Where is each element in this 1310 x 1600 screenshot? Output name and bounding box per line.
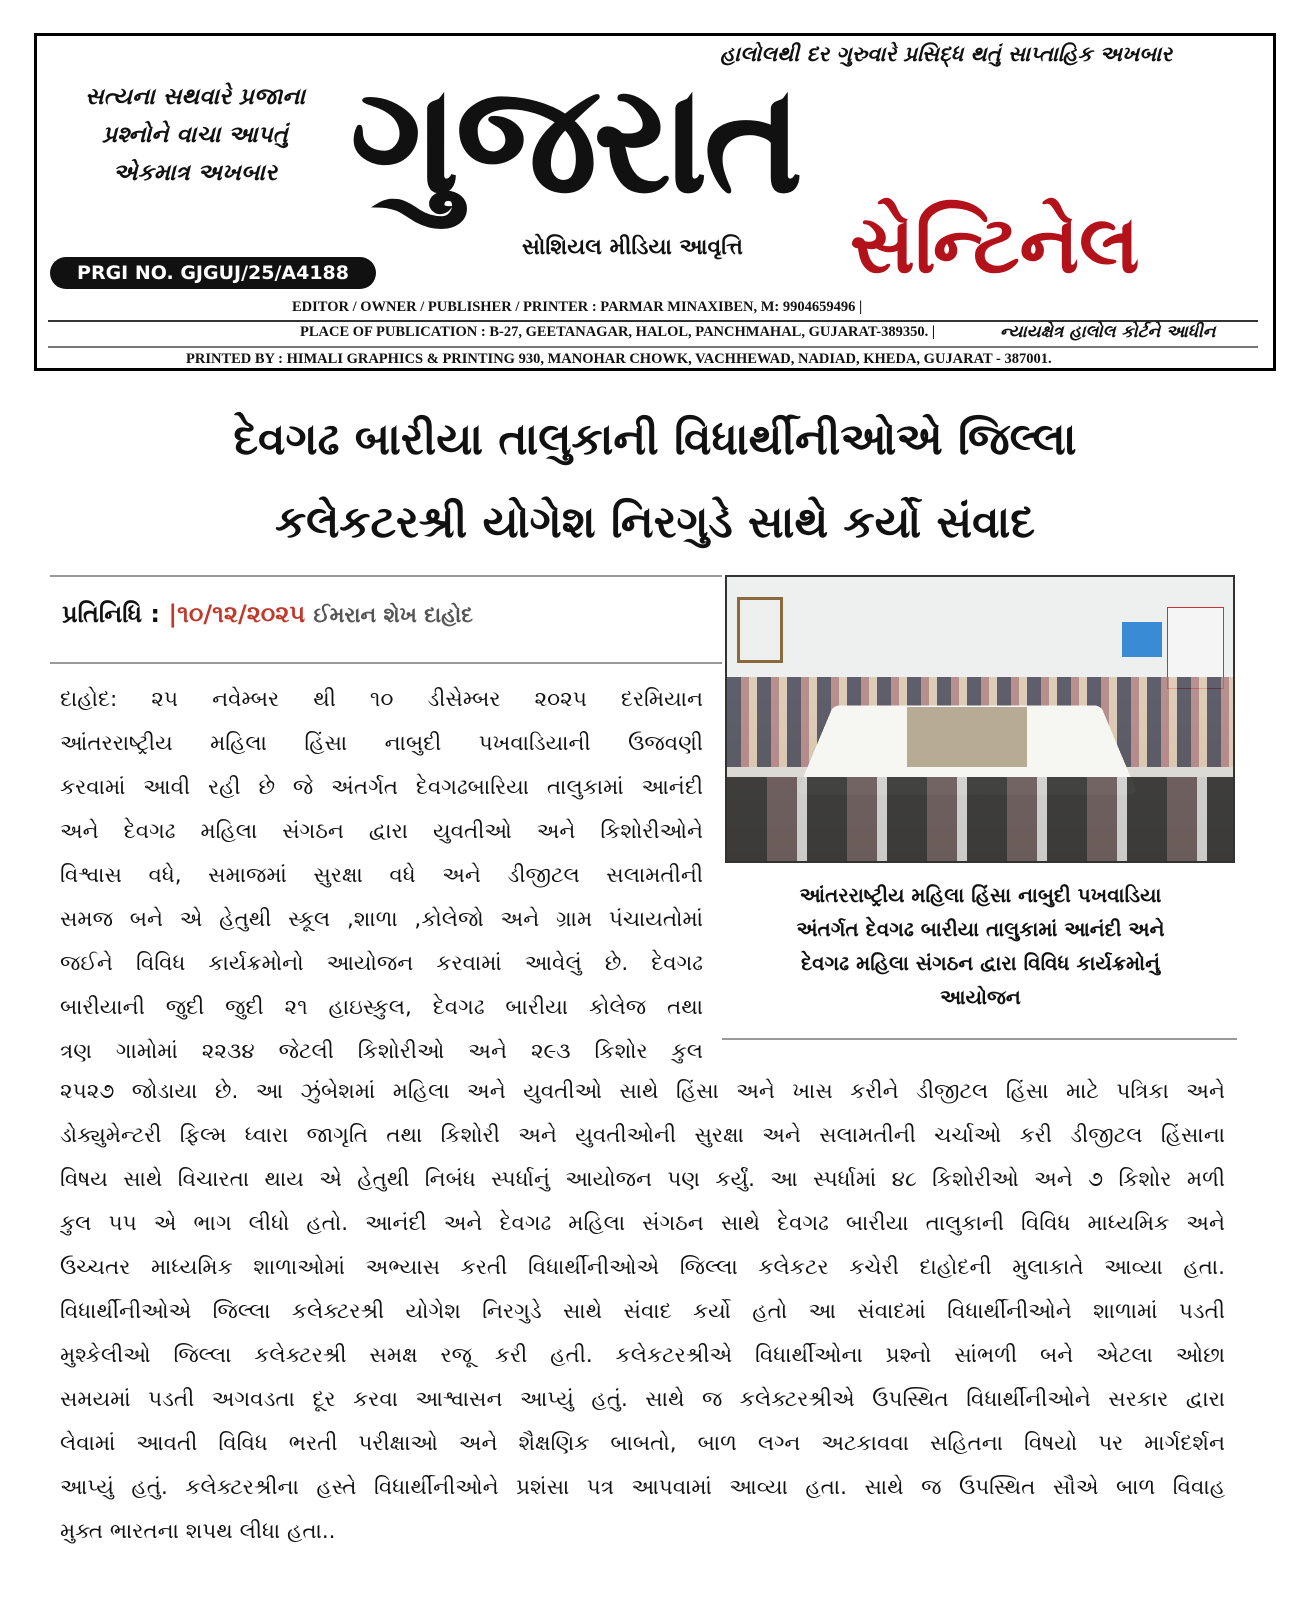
body-line: દાહોદ: ૨૫ નવેમ્બર થી ૧૦ ડીસેમ્બર ૨૦૨૫ દરમિયાન <box>60 687 703 712</box>
tagline-line: એકમાત્ર અખબાર <box>113 160 277 186</box>
newspaper-logo-main: ગુજરાત <box>350 53 800 227</box>
divider <box>50 575 722 577</box>
article-date: |૧૦/૧૨/૨૦૨૫ <box>168 600 306 628</box>
body-line: સમજ બને એ હેતુથી સ્કૂલ ,શાળા ,કોલેજો અને ગ્રામ પંચાયતોમાં <box>60 907 703 932</box>
body-line: કુલ ૫૫ એ ભાગ લીધો હતો. આનંદી અને દેવગઢ મહિલા સંગઠન સાથે દેવગઢ બારીયા તાલુકાની વિવિધ માધ્યમિક અને <box>60 1211 1225 1236</box>
body-line: કરવામાં આવી રહી છે જે અંતર્ગત દેવગઢબારિયા તાલુકામાં આનંદી <box>60 775 703 800</box>
caption-line: અંતર્ગત દેવગઢ બારીયા તાલુકામાં આનંદી અને <box>796 917 1165 941</box>
tagline-line: પ્રશ્નોને વાચા આપતું <box>102 122 288 148</box>
body-line: વિશ્વાસ વધે, સમાજમાં સુરક્ષા વધે અને ડીજીટલ સલામતીની <box>60 863 703 888</box>
tagline-line: સત્યના સથવારે પ્રજાના <box>84 84 306 110</box>
body-line: ડોક્યુમેન્ટરી ફિલ્મ ધ્વારા જાગૃતિ તથા કિશોરી અને યુવતીઓની સુરક્ષા અને સલામતીની ચર્ચાઓ કરી ડીજીટલ હિંસાના <box>60 1123 1225 1148</box>
caption-line: દેવગઢ મહિલા સંગઠન દ્વારા વિવિધ કાર્યક્રમોનું <box>800 951 1161 975</box>
byline-label: પ્રતિનિધિ : <box>62 600 160 628</box>
body-line: વિધાર્થીનીઓએ જિલ્લા કલેક્ટરશ્રી યોગેશ નિરગુડે સાથે સંવાદ કર્યો હતો આ સંવાદમાં વિધાર્થીનીઓને શાળામાં પડતી <box>60 1299 1225 1324</box>
byline <box>62 600 473 628</box>
divider <box>48 346 1258 348</box>
body-line: આંતરરાષ્ટ્રીય મહિલા હિંસા નાબુદી પખવાડિયાની ઉજવણી <box>60 731 703 756</box>
body-line: મુશ્કેલીઓ જિલ્લા કલેક્ટરશ્રી સમક્ષ રજૂ કરી હતી. કલેકટરશ્રીએ વિધાર્થીઓના પ્રશ્નો સાંભળી બને એટલા ઓછા <box>60 1343 1225 1368</box>
body-line: ૨૫૨૭ જોડાયા છે. આ ઝુંબેશમાં મહિલા અને યુવતીઓ સાથે હિંસા અને ખાસ કરીને ડીજીટલ હિંસા માટે પત્રિકા અને <box>60 1079 1225 1104</box>
caption-line: આયોજન <box>940 985 1021 1009</box>
newspaper-logo-sub: સેન્ટિનેલ <box>850 198 1140 291</box>
divider <box>50 662 722 664</box>
printed-line: PRINTED BY : HIMALI GRAPHICS & PRINTING 930, MANOHAR CHOWK, VACHHEWAD, NADIAD, KHEDA, GUJARAT - 387001. <box>186 351 1052 367</box>
body-line: મુક્ત ભારતના શપથ લીધા હતા.. <box>60 1519 336 1544</box>
photo-caption <box>728 878 1233 1014</box>
body-line: બારીયાની જુદી જુદી ૨૧ હાઇસ્કુલ, દેવગઢ બારીયા કોલેજ તથા <box>60 995 703 1020</box>
body-line: આપ્યું હતું. કલેક્ટરશ્રીના હસ્તે વિધાર્થીનીઓને પ્રશંસા પત્ર આપવામાં આવ્યા હતા. સાથે જ ઉપસ્થિત સૌએ બાળ વિવાહ <box>60 1475 1225 1500</box>
body-line: લેવામાં આવતી વિવિધ ભરતી પરીક્ષાઓ અને શૈક્ષણિક બાબતો, બાળ લગ્ન અટકાવવા સહિતના વિષયો પર માર્ગદર્શન <box>60 1431 1225 1456</box>
body-line: જઈને વિવિધ કાર્યક્રમોનો આયોજન કરવામાં આવેલું છે. દેવગઢ <box>60 951 703 976</box>
place-line: PLACE OF PUBLICATION : B-27, GEETANAGAR, HALOL, PANCHMAHAL, GUJARAT-389350. | <box>300 324 936 340</box>
divider <box>722 1038 1237 1040</box>
body-line: સમયમાં પડતી અગવડતા દૂર કરવા આશ્વાસન આપ્યું હતું. સાથે જ કલેક્ટરશ્રીએ ઉપસ્થિત વિધાર્થીનીઓને સરકાર દ્વારા <box>60 1387 1225 1412</box>
caption-line: આંતરરાષ્ટ્રીય મહિલા હિંસા નાબુદી પખવાડિયા <box>799 883 1162 907</box>
reporter-name: ઈમરાન શેખ દાહોદ <box>313 603 474 627</box>
body-line: વિષય સાથે વિચારતા થાય એ હેતુથી નિબંધ સ્પર્ધાનું આયોજન પણ કર્યું. આ સ્પર્ધામાં ૪૮ કિશોરીઓ અને ૭ કિશોર મળી <box>60 1167 1225 1192</box>
headline-line: દેવગઢ બારીયા તાલુકાની વિધાર્થીનીઓએ જિલ્લા <box>233 414 1077 465</box>
jurisdiction-note: ન્યાયક્ષેત્ર હાલોલ કોર્ટને આધીન <box>1000 322 1216 342</box>
body-line: અને દેવગઢ મહિલા સંગઠન દ્વારા યુવતીઓ અને કિશોરીઓને <box>60 819 703 844</box>
edition-label: સોશિયલ મીડિયા આવૃત્તિ <box>522 235 743 260</box>
prgi-badge: PRGI NO. GJGUJ/25/A4188 <box>50 257 376 289</box>
publication-frequency: હાલોલથી દર ગુરુવારે પ્રસિદ્ધ થતું સાપ્તાહિક અખબાર <box>720 42 1172 66</box>
body-line: ત્રણ ગામોમાં ૨૨૩૪ જેટલી કિશોરીઓ અને ૨૯૩ કિશોર કુલ <box>60 1039 703 1064</box>
event-photo <box>725 575 1235 863</box>
masthead-tagline <box>60 78 330 192</box>
editor-line: EDITOR / OWNER / PUBLISHER / PRINTER : PARMAR MINAXIBEN, M: 9904659496 | <box>292 299 863 315</box>
headline-line: કલેકટરશ્રી યોગેશ નિરગુડે સાથે કર્યો સંવાદ <box>275 497 1035 548</box>
body-line: ઉચ્ચતર માધ્યમિક શાળાઓમાં અભ્યાસ કરતી વિધાર્થીનીઓએ જિલ્લા કલેકટર કચેરી દાહોદની મુલાકાતે આવ્યા હતા. <box>60 1255 1225 1280</box>
